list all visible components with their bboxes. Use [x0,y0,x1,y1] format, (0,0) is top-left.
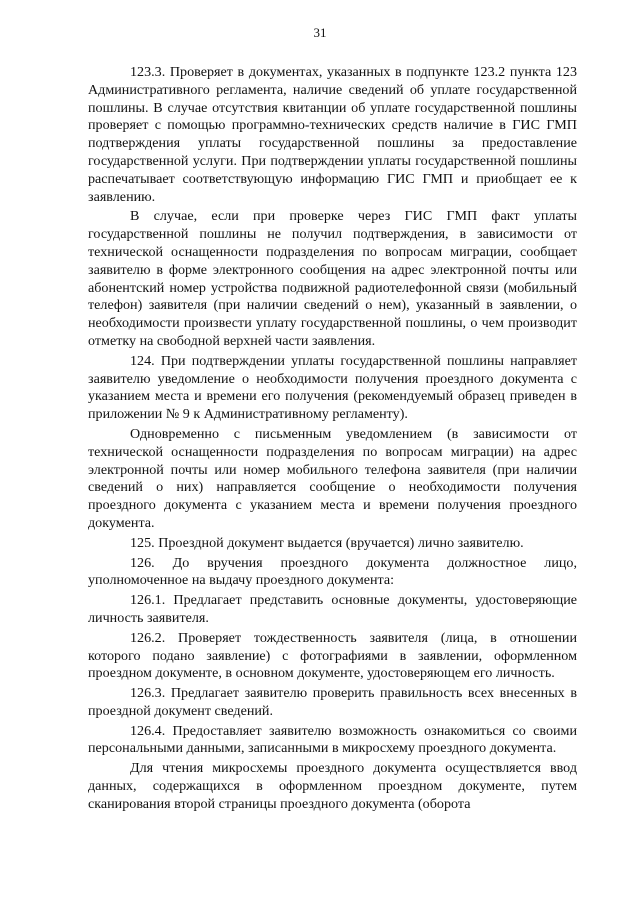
paragraph-126-4: 126.4. Предоставляет заявителю возможность ознакомиться со своими персональными данными, записанными в микросхему проездного документа. [88,722,577,757]
paragraph-gis-gmp-no-confirmation: В случае, если при проверке через ГИС ГМП факт уплаты государственной пошлины не получил подтверждения, в зависимости от технической оснащенности подразделения по вопросам миграции, сообщает заявителю в форме электронного сообщения на адрес электронной почты или абонентский номер устройства подвижной радиотелефонной связи (мобильный телефон) заявителя (при наличии сведений о нем), указанный в заявлении, о необходимости произвести уплату государственной пошлины, о чем производит отметку на свободной верхней части заявления. [88,208,577,349]
paragraph-126-3: 126.3. Предлагает заявителю проверить правильность всех внесенных в проездной документ сведений. [88,685,577,719]
page-number: 31 [313,25,327,40]
paragraph-123-3: 123.3. Проверяет в документах, указанных в подпункте 123.2 пункта 123 Административного регламента, наличие сведений об уплате государственной пошлины. В случае отсутствия квитанции об уплате государственной пошлины проверяет с помощью программно-технических средств наличие в ГИС ГМП подтверждения уплаты государственной пошлины за предоставление государственной услуги. При подтверждении уплаты государственной пошлины распечатывает соответствующую информацию ГИС ГМП и приобщает ее к заявлению. [88,64,577,205]
paragraph-electronic-notice: Одновременно с письменным уведомлением (в зависимости от технической оснащенности подразделения по вопросам миграции) на адрес электронной почты или номер мобильного телефона заявителя (при наличии сведений о них) направляется сообщение о необходимости получения проездного документа с указанием места и времени получения проездного документа. [88,425,577,531]
paragraph-125: 125. Проездной документ выдается (вручается) лично заявителю. [130,534,524,551]
paragraph-126-2: 126.2. Проверяет тождественность заявителя (лица, в отношении которого подано заявление) с фотографиями в заявлении, оформленном проездном документе, в основном документе, удостоверяющем его личность. [88,629,577,682]
paragraph-chip-reading: Для чтения микросхемы проездного документа осуществляется ввод данных, содержащихся в оформленном проездном документе, путем сканирования второй страницы проездного документа (оборота [88,760,577,812]
document-body [88,64,577,814]
paragraph-124: 124. При подтверждении уплаты государственной пошлины направляет заявителю уведомление о необходимости получения проездного документа с указанием места и времени его получения (рекомендуемый образец приведен в приложении № 9 к Административному регламенту). [88,352,577,423]
paragraph-126-1: 126.1. Предлагает представить основные документы, удостоверяющие личность заявителя. [88,592,577,626]
paragraph-126: 126. До вручения проездного документа должностное лицо, уполномоченное на выдачу проездного документа: [88,554,577,589]
